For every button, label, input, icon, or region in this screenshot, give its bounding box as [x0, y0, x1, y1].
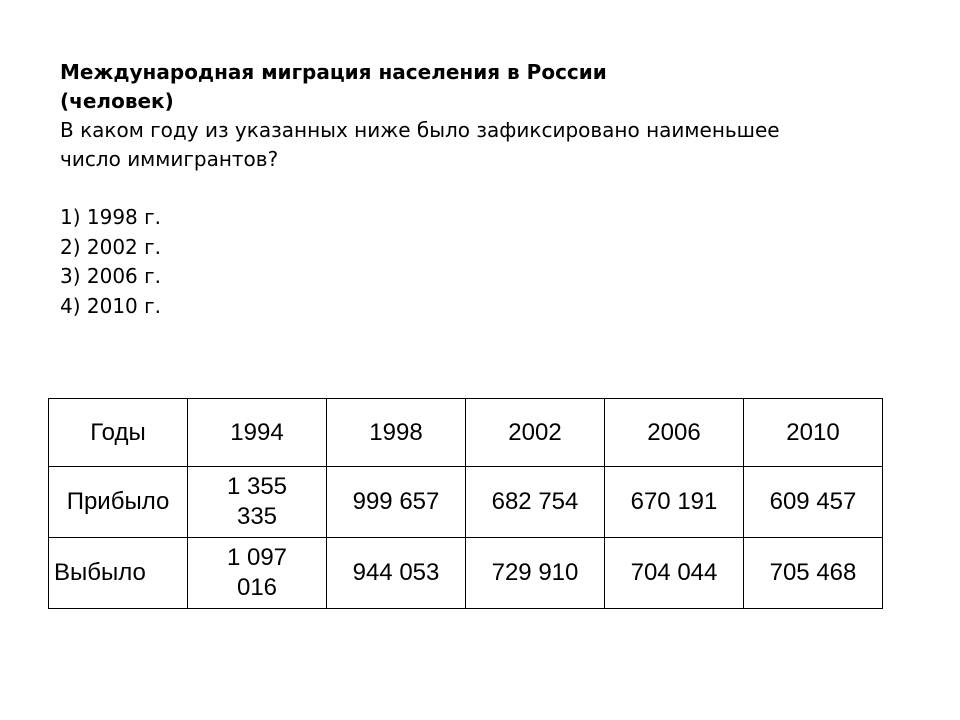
answer-option-2: 2) 2002 г.	[60, 234, 162, 259]
table-cell: 944 053	[327, 538, 466, 609]
table-cell	[188, 538, 327, 609]
table-cell: 682 754	[466, 467, 605, 538]
question-line-2: число иммигрантов?	[60, 147, 279, 171]
table-cell	[188, 467, 327, 538]
row-label-departed: Выбыло	[49, 538, 188, 609]
answer-option-4: 4) 2010 г.	[60, 293, 162, 318]
header-year-cell: 2002	[466, 399, 605, 467]
answer-options	[60, 203, 940, 321]
row-label-arrived: Прибыло	[49, 467, 188, 538]
table-cell: 704 044	[605, 538, 744, 609]
question-line-1: В каком году из указанных ниже было зафиксировано наименьшее	[60, 118, 780, 142]
header-year-cell: 2010	[744, 399, 883, 467]
cell-value-part: 016	[236, 574, 278, 601]
migration-table	[48, 398, 883, 609]
document-title-unit: (человек)	[60, 89, 174, 113]
header-label-cell: Годы	[49, 399, 188, 467]
table-cell: 670 191	[605, 467, 744, 538]
table-row-arrived	[49, 467, 883, 538]
table-row-departed	[49, 538, 883, 609]
table-header-row	[49, 399, 883, 467]
question-text-block	[60, 58, 940, 321]
cell-value-part: 335	[236, 503, 278, 530]
header-year-cell: 1994	[188, 399, 327, 467]
answer-option-3: 3) 2006 г.	[60, 264, 162, 288]
header-year-cell: 2006	[605, 399, 744, 467]
document-title: Международная миграция населения в России	[60, 60, 607, 84]
answer-option-1: 1) 1998 г.	[60, 205, 162, 229]
table-cell: 729 910	[466, 538, 605, 609]
cell-value-part: 1 097	[226, 544, 288, 571]
header-year-cell: 1998	[327, 399, 466, 467]
table-cell: 705 468	[744, 538, 883, 609]
table-cell: 609 457	[744, 467, 883, 538]
cell-value-part: 1 355	[226, 473, 288, 500]
table-cell: 999 657	[327, 467, 466, 538]
